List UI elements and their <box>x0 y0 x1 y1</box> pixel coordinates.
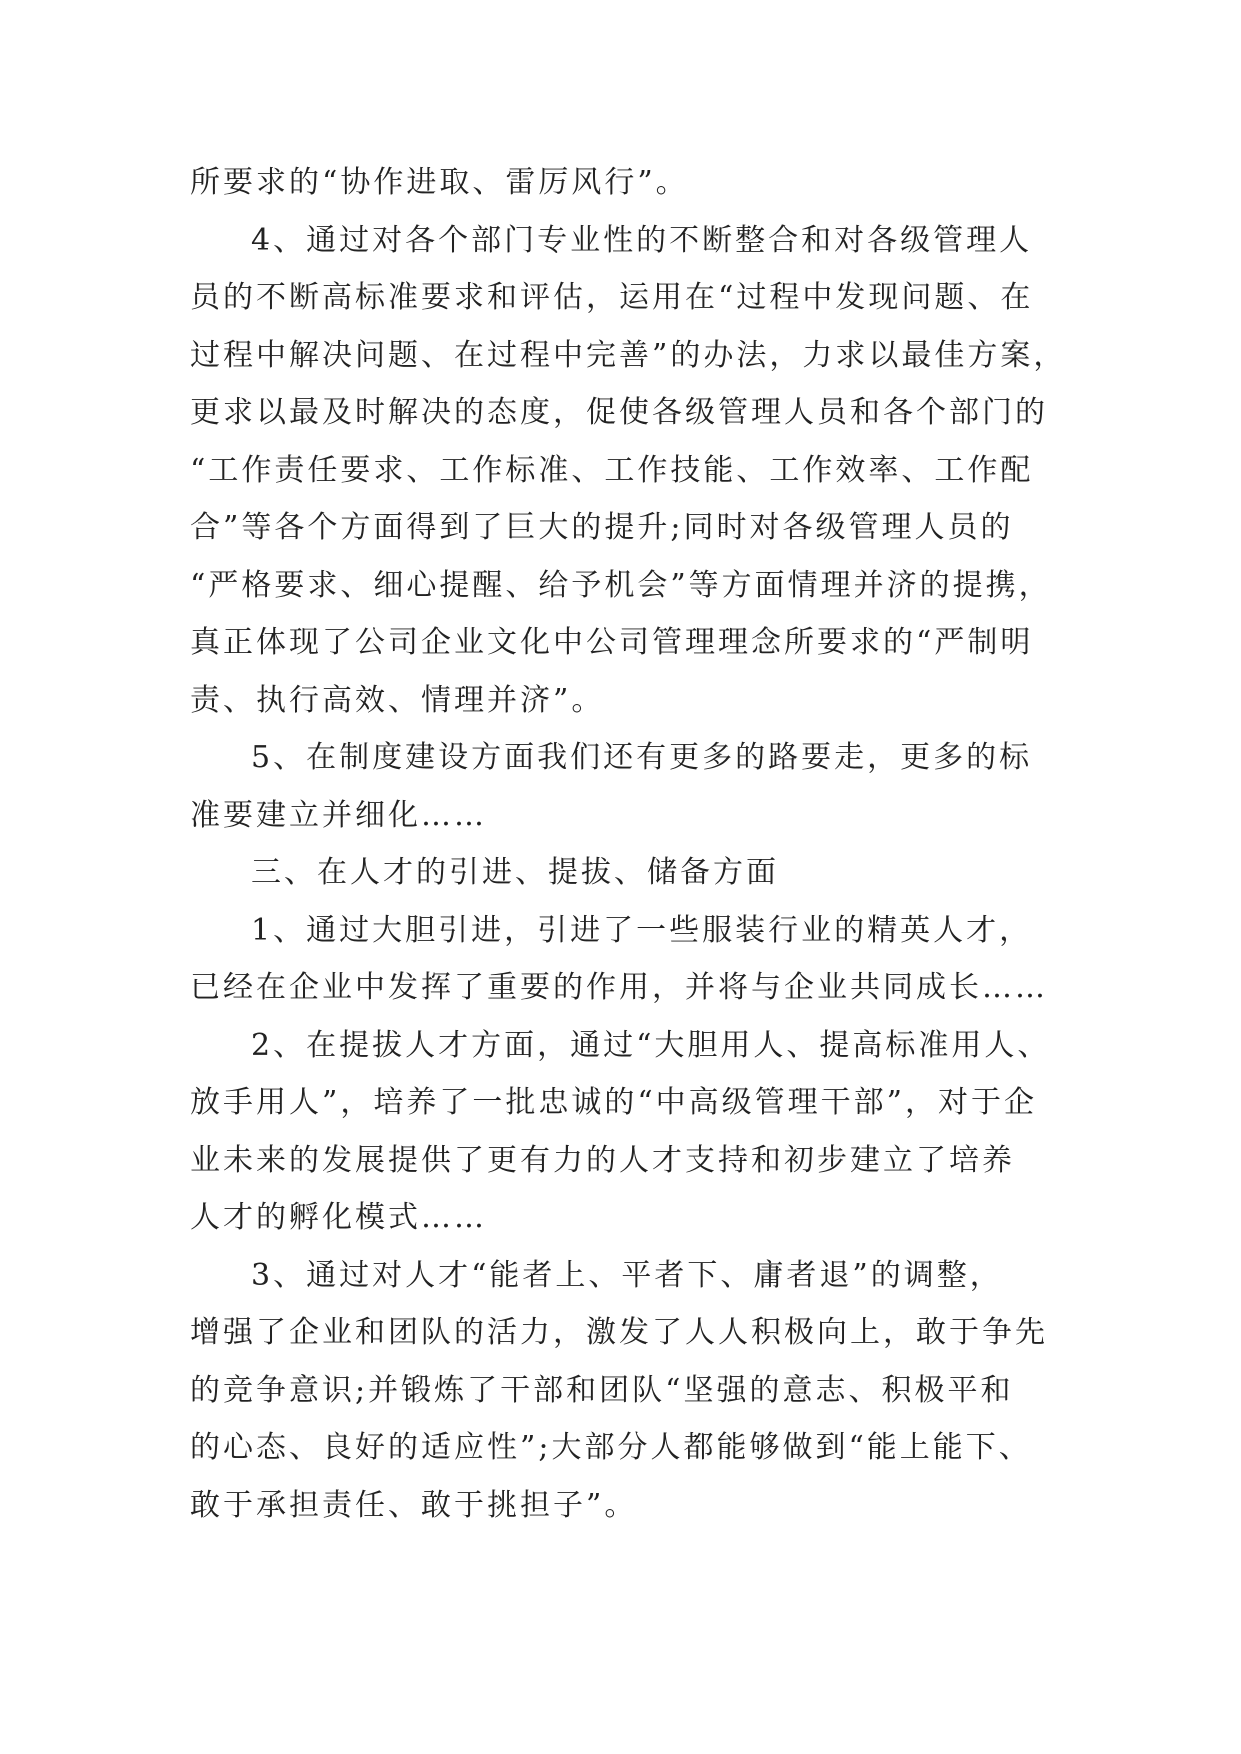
paragraph-continuation <box>190 154 1060 212</box>
paragraph-item-4 <box>190 212 1067 730</box>
body-text <box>190 154 1067 1534</box>
text-line: 过程中解决问题、在过程中完善”的办法，力求以最佳方案， <box>190 337 1067 373</box>
paragraph-item-5 <box>190 729 1060 844</box>
text-line: 5、在制度建设方面我们还有更多的路要走，更多的标 <box>251 740 1033 775</box>
text-line: 准要建立并细化…… <box>190 797 487 833</box>
paragraph-talent-1 <box>190 902 1060 1017</box>
text-line: 责、执行高效、情理并济”。 <box>190 682 605 718</box>
text-line: 所要求的“协作进取、雷厉风行”。 <box>190 165 689 200</box>
text-line: 4、通过对各个部门专业性的不断整合和对各级管理人 <box>251 222 1033 258</box>
text-line: “严格要求、细心提醒、给予机会”等方面情理并济的提携， <box>190 567 1052 603</box>
text-line: 员的不断高标准要求和评估，运用在“过程中发现问题、在 <box>190 280 1034 315</box>
text-line: 已经在企业中发挥了重要的作用，并将与企业共同成长…… <box>190 970 1048 1005</box>
text-line: 业未来的发展提供了更有力的人才支持和初步建立了培养 <box>190 1142 1015 1178</box>
section-heading-text: 三、在人才的引进、提拔、储备方面 <box>251 855 779 890</box>
text-line: 3、通过对人才“能者上、平者下、庸者退”的调整， <box>251 1257 1003 1293</box>
paragraph-talent-2 <box>190 1017 1060 1247</box>
text-line: “工作责任要求、工作标准、工作技能、工作效率、工作配 <box>190 452 1034 488</box>
text-line: 敢于承担责任、敢于挑担子”。 <box>190 1487 638 1523</box>
text-line: 的心态、良好的适应性”;大部分人都能够做到“能上能下、 <box>190 1430 1032 1465</box>
text-line: 更求以最及时解决的态度，促使各级管理人员和各个部门的 <box>190 395 1048 430</box>
text-line: 放手用人”，培养了一批忠诚的“中高级管理干部”，对于企 <box>190 1085 1038 1120</box>
text-line: 1、通过大胆引进，引进了一些服装行业的精英人才， <box>251 912 1033 948</box>
text-line: 2、在提拔人才方面，通过“大胆用人、提高标准用人、 <box>251 1027 1051 1063</box>
text-line: 的竞争意识;并锻炼了干部和团队“坚强的意志、积极平和 <box>190 1372 1014 1408</box>
paragraph-talent-3 <box>190 1247 1060 1535</box>
text-line: 增强了企业和团队的活力，激发了人人积极向上，敢于争先 <box>190 1315 1048 1350</box>
text-line: 真正体现了公司企业文化中公司管理理念所要求的“严制明 <box>190 625 1034 660</box>
section-heading <box>190 844 1060 902</box>
text-line: 人才的孵化模式…… <box>190 1200 487 1235</box>
text-line: 合”等各个方面得到了巨大的提升;同时对各级管理人员的 <box>190 510 1014 545</box>
